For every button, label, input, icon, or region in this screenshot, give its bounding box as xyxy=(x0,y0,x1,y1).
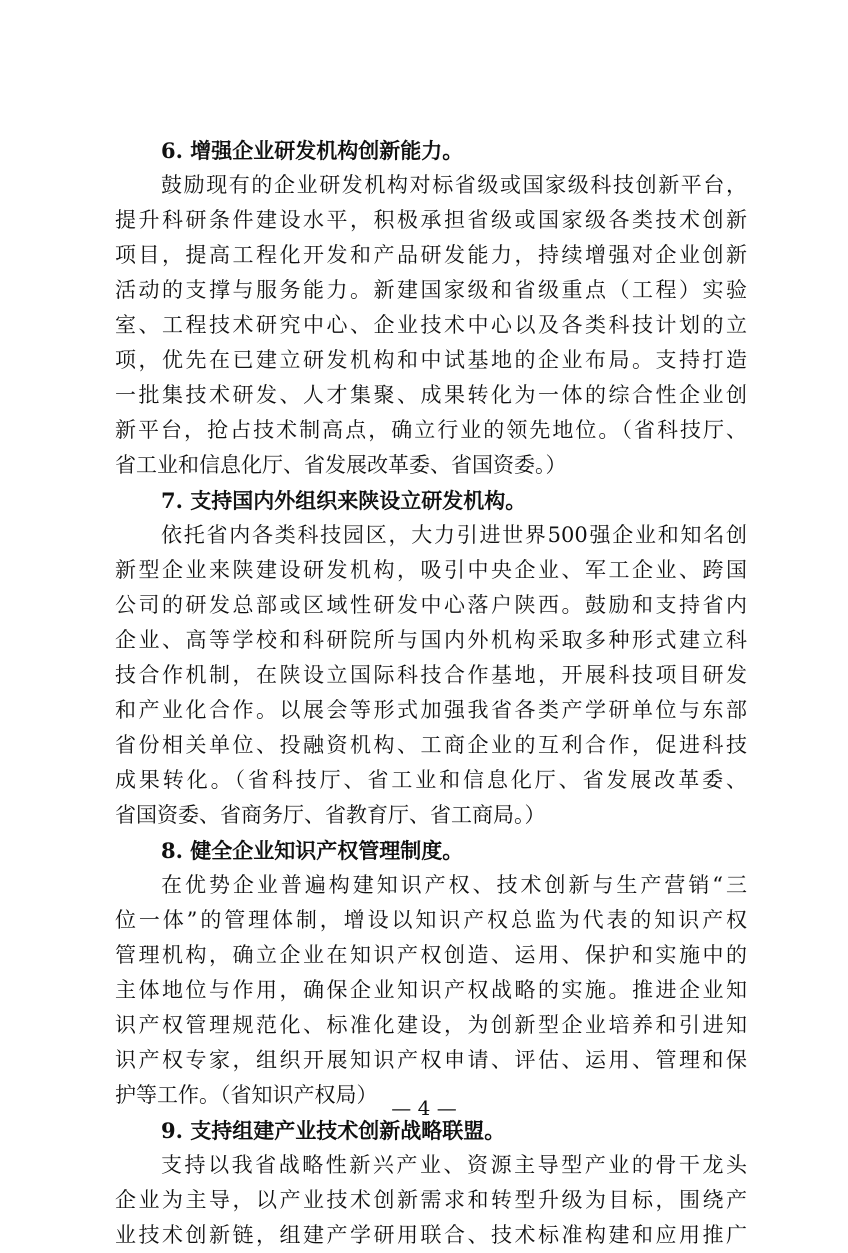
text-line: 省工业和信息化厅、省发展改革委、省国资委。） xyxy=(115,453,567,477)
section-8-paragraph xyxy=(115,868,747,1113)
text-line: 业技术创新链，组建产学研用联合、技术标准构建和应用推广 xyxy=(115,1223,747,1247)
text-line: 位一体”的管理体制，增设以知识产权总监为代表的知识产权 xyxy=(115,908,747,932)
text-line: 鼓励现有的企业研发机构对标省级或国家级科技创新平台， xyxy=(161,173,747,197)
section-9-heading: 9. 支持组建产业技术创新战略联盟。 xyxy=(161,1118,506,1143)
text-line: 依托省内各类科技园区，大力引进世界500强企业和知名创 xyxy=(161,523,747,547)
text-line: 管理机构，确立企业在知识产权创造、运用、保护和实施中的 xyxy=(115,943,747,967)
text-line: 室、工程技术研究中心、企业技术中心以及各类科技计划的立 xyxy=(115,313,747,337)
text-line: 护等工作。（省知识产权局） xyxy=(115,1083,378,1107)
text-line: 省国资委、省商务厅、省教育厅、省工商局。） xyxy=(115,803,546,827)
text-line: 公司的研发总部或区域性研发中心落户陕西。鼓励和支持省内 xyxy=(115,593,747,617)
text-line: 新型企业来陕建设研发机构，吸引中央企业、军工企业、跨国 xyxy=(115,558,747,582)
text-line: 一批集技术研发、人才集聚、成果转化为一体的综合性企业创 xyxy=(115,383,747,407)
section-8-heading: 8. 健全企业知识产权管理制度。 xyxy=(161,838,464,863)
text-line: 企业为主导，以产业技术创新需求和转型升级为目标，围绕产 xyxy=(115,1188,747,1212)
section-9-paragraph xyxy=(115,1148,747,1253)
page-body xyxy=(115,133,747,1253)
section-7-paragraph xyxy=(115,518,747,833)
text-line: 新平台，抢占技术制高点，确立行业的领先地位。（省科技厅、 xyxy=(115,418,747,442)
text-line: 企业、高等学校和科研院所与国内外机构采取多种形式建立科 xyxy=(115,628,747,652)
text-line: 识产权管理规范化、标准化建设，为创新型企业培养和引进知 xyxy=(115,1013,747,1037)
text-line: 活动的支撑与服务能力。新建国家级和省级重点（工程）实验 xyxy=(115,278,747,302)
text-line: 和产业化合作。以展会等形式加强我省各类产学研单位与东部 xyxy=(115,698,747,722)
section-7-heading: 7. 支持国内外组织来陕设立研发机构。 xyxy=(161,488,527,513)
text-line: 技合作机制，在陕设立国际科技合作基地，开展科技项目研发 xyxy=(115,663,747,687)
text-line: 支持以我省战略性新兴产业、资源主导型产业的骨干龙头 xyxy=(161,1153,747,1177)
text-line: 提升科研条件建设水平，积极承担省级或国家级各类技术创新 xyxy=(115,208,747,232)
text-line: 在优势企业普遍构建知识产权、技术创新与生产营销“三 xyxy=(161,873,747,897)
text-line: 主体地位与作用，确保企业知识产权战略的实施。推进企业知 xyxy=(115,978,747,1002)
text-line: 成果转化。（省科技厅、省工业和信息化厅、省发展改革委、 xyxy=(115,768,747,792)
page-number: — 4 — xyxy=(391,1096,457,1120)
text-line: 省份相关单位、投融资机构、工商企业的互利合作，促进科技 xyxy=(115,733,747,757)
section-6-paragraph xyxy=(115,168,747,483)
text-line: 项目，提高工程化开发和产品研发能力，持续增强对企业创新 xyxy=(115,243,747,267)
section-6-heading: 6. 增强企业研发机构创新能力。 xyxy=(161,138,464,163)
text-line: 项，优先在已建立研发机构和中试基地的企业布局。支持打造 xyxy=(115,348,747,372)
text-line: 识产权专家，组织开展知识产权申请、评估、运用、管理和保 xyxy=(115,1048,747,1072)
